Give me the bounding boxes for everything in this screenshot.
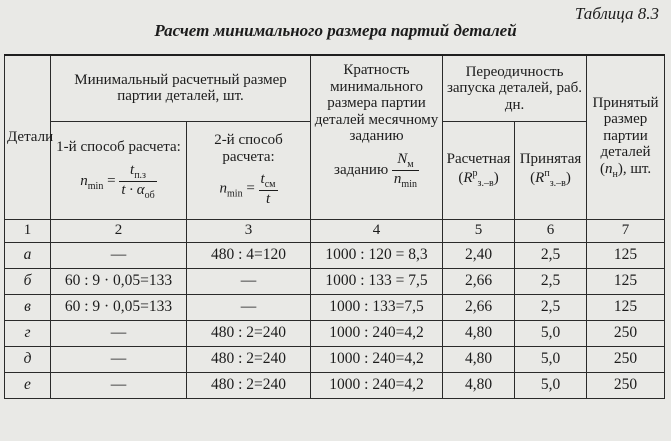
cell-method1: — — [51, 346, 187, 372]
cell-r-calc: 4,80 — [443, 346, 515, 372]
column-number: 6 — [515, 219, 587, 242]
table-title: Расчет минимального размера партий деталей — [154, 21, 517, 40]
multiplicity-label: Кратность минимального размера партии деталей месячному заданию — [314, 62, 439, 144]
cell-multiplicity: 1000 : 120 = 8,3 — [311, 242, 443, 268]
cell-method2: 480 : 4=120 — [187, 242, 311, 268]
header-periodicity: Переодичность запуска деталей, раб. дн. — [443, 55, 587, 121]
cell-r-accepted: 2,5 — [515, 242, 587, 268]
column-number: 1 — [5, 219, 51, 242]
header-method1: 1-й способ расчета: $n_{min}$ = $\frac{t_{п.з}}{t \cdot \alpha_{об}}$ — [51, 121, 187, 219]
cell-r-calc: 2,40 — [443, 242, 515, 268]
cell-size: 125 — [587, 242, 665, 268]
cell-method2: 480 : 2=240 — [187, 320, 311, 346]
column-number: 2 — [51, 219, 187, 242]
cell-r-accepted: 5,0 — [515, 320, 587, 346]
header-accepted-size: Принятый размер партии деталей $(n_н)$, шт. — [587, 55, 665, 219]
table-row — [5, 346, 665, 372]
cell-size: 250 — [587, 346, 665, 372]
cell-multiplicity: 1000 : 240=4,2 — [311, 320, 443, 346]
header-min-size: Минимальный расчетный размер партии деталей, шт. — [51, 55, 311, 121]
header-details: Детали — [5, 55, 51, 219]
column-number: 5 — [443, 219, 515, 242]
column-number: 3 — [187, 219, 311, 242]
cell-detail: б — [5, 268, 51, 294]
cell-method1: — — [51, 242, 187, 268]
cell-multiplicity: 1000 : 133 = 7,5 — [311, 268, 443, 294]
cell-r-accepted: 5,0 — [515, 346, 587, 372]
cell-r-accepted: 2,5 — [515, 294, 587, 320]
cell-size: 250 — [587, 372, 665, 398]
table-number: Таблица 8.3 — [574, 4, 659, 23]
table-row — [5, 294, 665, 320]
method1-formula: $n_{min}$ = $\frac{t_{п.з}}{t \cdot \alpha_{об}}$ — [80, 161, 155, 201]
cell-size: 125 — [587, 268, 665, 294]
table-row — [5, 268, 665, 294]
multiplicity-formula: заданию $\frac{N_м}{n_{min}}$ — [334, 150, 417, 190]
column-number: 4 — [311, 219, 443, 242]
cell-detail: в — [5, 294, 51, 320]
cell-r-accepted: 5,0 — [515, 372, 587, 398]
cell-multiplicity: 1000 : 240=4,2 — [311, 372, 443, 398]
header-multiplicity — [311, 55, 443, 219]
cell-size: 125 — [587, 294, 665, 320]
column-numbers-row — [5, 219, 665, 242]
cell-r-calc: 4,80 — [443, 372, 515, 398]
cell-detail: а — [5, 242, 51, 268]
cell-method1: 60 : 9 · 0,05=133 — [51, 294, 187, 320]
cell-r-calc: 4,80 — [443, 320, 515, 346]
table-row — [5, 242, 665, 268]
cell-method2: — — [187, 294, 311, 320]
cell-multiplicity: 1000 : 240=4,2 — [311, 346, 443, 372]
cell-multiplicity: 1000 : 133=7,5 — [311, 294, 443, 320]
cell-detail: д — [5, 346, 51, 372]
cell-method1: — — [51, 320, 187, 346]
table-row — [5, 320, 665, 346]
table-row — [5, 372, 665, 398]
method2-formula: $n_{min}$ = $\frac{t_{см}}{t}$ — [219, 171, 276, 208]
cell-method2: 480 : 2=240 — [187, 372, 311, 398]
cell-size: 250 — [587, 320, 665, 346]
header-accepted: Принятая $(R^п_{з.-в})$ — [515, 121, 587, 219]
lot-size-table — [4, 54, 665, 399]
cell-method1: 60 : 9 · 0,05=133 — [51, 268, 187, 294]
header-method2: 2-й способ расчета: $n_{min}$ = $\frac{t_{см}}{t}$ — [187, 121, 311, 219]
cell-method1: — — [51, 372, 187, 398]
cell-r-calc: 2,66 — [443, 268, 515, 294]
cell-r-calc: 2,66 — [443, 294, 515, 320]
cell-detail: е — [5, 372, 51, 398]
column-number: 7 — [587, 219, 665, 242]
header-calculated: Расчетная $(R^р_{з.-в})$ — [443, 121, 515, 219]
cell-method2: — — [187, 268, 311, 294]
cell-detail: г — [5, 320, 51, 346]
cell-method2: 480 : 2=240 — [187, 346, 311, 372]
cell-r-accepted: 2,5 — [515, 268, 587, 294]
